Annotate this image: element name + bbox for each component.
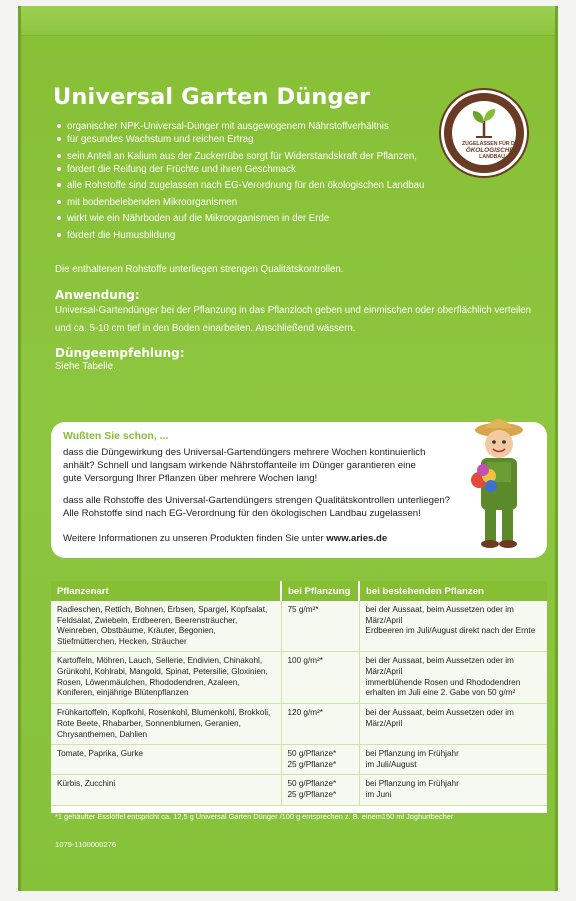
feature-item: alle Rohstoffe sind zugelassen nach EG-Verordnung für den ökologischen Landbau (57, 179, 437, 192)
planting-cell (281, 601, 359, 652)
feature-item-continued: fördert die Reifung der Früchte und ihren Geschmack (57, 163, 437, 176)
website-link[interactable]: www.aries.de (326, 533, 388, 544)
organic-seal (441, 90, 527, 176)
existing-text: bei der Aussaat, beim Aussetzen oder im März/April (365, 708, 514, 728)
planting-cell (281, 652, 359, 704)
plant-cell: Kartoffeln, Möhren, Lauch, Sellerie, Endivien, Chinakohl, Grünkohl, Kohlrabi, Mangold, Spinat, Petersilie, Gloxinien, Rosen, Löwenmäulchen, Rhododendren, Azaleen, Koniferen, einjährige Blütenpflanzen (51, 652, 281, 704)
planting-cell (281, 704, 359, 745)
application-heading: Anwendung: (55, 288, 140, 302)
product-title: Universal Garten Dünger (53, 84, 371, 110)
table-row (51, 704, 547, 745)
existing-text: bei Pflanzung im Frühjahr (365, 749, 459, 759)
feature-item-continued: für gesundes Wachstum und reichen Ertrag (57, 133, 437, 146)
column-header-plant: Pflanzenart (51, 581, 281, 601)
plant-cell: Kürbis, Zucchini (51, 775, 281, 805)
feature-item: fördert die Humusbildung (57, 229, 437, 242)
existing-text: bei Pflanzung im Frühjahr (365, 779, 459, 789)
info-text: gute Versorgung Ihrer Pflanzen über mehrere Wochen lang! (63, 473, 318, 484)
application-text-1: Universal-Gartendünger bei der Pflanzung in das Pflanzloch geben und einmischen oder oberflächlich verteilen (55, 305, 532, 316)
quality-note: Die enthaltenen Rohstoffe unterliegen strengen Qualitätskontrollen. (55, 264, 344, 275)
plant-cell: Tomate, Paprika, Gurke (51, 745, 281, 775)
organic-seal-text (452, 141, 532, 161)
table-row (51, 601, 547, 652)
planting-cell (281, 745, 359, 775)
existing-cell (359, 704, 547, 745)
info-text: dass die Düngewirkung des Universal-Gartendüngers mehrere Wochen kontinuierlich (63, 447, 426, 458)
existing-cell (359, 745, 547, 775)
box-top-flap (21, 6, 555, 36)
feature-item: organischer NPK-Universal-Dünger mit ausgewogenem Nährstoffverhältnis (57, 120, 437, 133)
organic-seal-inner (452, 101, 522, 165)
planting-amount: 50 g/Pflanze* (287, 779, 337, 789)
planting-amount-2: 25 g/Pflanze* (287, 789, 337, 799)
did-you-know-box (51, 422, 547, 558)
table-row (51, 652, 547, 704)
recommendation-text: Siehe Tabelle. (55, 361, 116, 372)
existing-text: bei der Aussaat, beim Aussetzen oder im März/April (365, 605, 514, 625)
seal-line-1: ZUGELASSEN FÜR DEN (462, 141, 522, 147)
planting-amount-2: 25 g/Pflanze* (287, 759, 337, 769)
gardener-illustration (459, 410, 539, 550)
feature-list (57, 120, 437, 245)
existing-cell (359, 652, 547, 704)
feature-item: mit bodenbelebenden Mikroorganismen (57, 196, 437, 209)
feature-item: wirkt wie ein Nährboden auf die Mikroorganismen in der Erde (57, 212, 437, 225)
table-row (51, 775, 547, 805)
planting-cell (281, 775, 359, 805)
plant-cell: Frühkartoffeln, Kopfkohl, Rosenkohl, Blumenkohl, Brokkoli, Rote Beete, Rhabarber, Sonnenblumen, Geranien, Chrysanthemen, Dahlien (51, 704, 281, 745)
existing-text-2: im Juli/August (365, 759, 417, 769)
planting-amount: 100 g/m²* (287, 656, 323, 666)
fertilizer-table-wrap (51, 581, 547, 813)
existing-text: bei der Aussaat, beim Aussetzen oder im März/April (365, 656, 514, 676)
product-box-back (18, 6, 558, 891)
planting-amount: 120 g/m²* (287, 708, 323, 718)
column-header-planting: bei Pflanzung (281, 581, 359, 601)
existing-text-2: im Juni (365, 789, 392, 799)
table-header-row (51, 581, 547, 601)
feature-item: sein Anteil an Kalium aus der Zuckerrübe sorgt für Widerstandskraft der Pflanzen, (57, 150, 437, 163)
existing-cell (359, 775, 547, 805)
did-you-know-heading: Wußten Sie schon, ... (63, 430, 169, 442)
existing-cell (359, 601, 547, 652)
seedling-icon (470, 107, 498, 139)
seal-line-3: LANDBAU (479, 154, 505, 161)
more-info-text: Weitere Informationen zu unseren Produkten finden Sie unter (63, 533, 327, 544)
info-text: dass alle Rohstoffe des Universal-Gartendüngers strengen Qualitätskontrollen unterliegen? (63, 495, 450, 506)
table-row (51, 745, 547, 775)
existing-text-2: immerblühende Rosen und Rhododendren erhalten im Juli eine 2. Gabe von 50 g/m² (365, 677, 521, 698)
recommendation-heading: Düngeempfehlung: (55, 346, 185, 360)
existing-text-2: Erdbeeren im Juli/August direkt nach der Ernte (365, 626, 536, 636)
more-info-line (63, 533, 387, 544)
plant-cell: Radieschen, Rettich, Bohnen, Erbsen, Spargel, Kopfsalat, Feldsalat, Zwiebeln, Erdbeeren, Beerensträucher, Weinreben, Obstbäume, Kräuter, Begonien, Stiefmütterchen, Hecken, Sträucher (51, 601, 281, 652)
column-header-existing: bei bestehenden Pflanzen (359, 581, 547, 601)
article-number: 1079-1100000276 (55, 840, 117, 849)
application-text-2: und ca. 5-10 cm tief in den Boden einarbeiten. Anschließend wässern. (55, 323, 356, 334)
seal-line-2: ÖKOLOGISCHEN (465, 146, 519, 154)
fertilizer-table (51, 581, 547, 806)
info-text: Alle Rohstoffe sind nach EG-Verordnung für den ökologischen Landbau zugelassen! (63, 508, 421, 519)
planting-amount: 50 g/Pflanze* (287, 749, 337, 759)
info-text: anhält? Schnell und langsam wirkende Nährstoffanteile im Dünger garantieren eine (63, 460, 416, 471)
footnote: *1 gehäufter Esslöffel entspricht ca. 12,5 g Universal Garten Dünger /100 g entsprechen z. B. einem150 ml Joghurtbecher (55, 812, 454, 821)
planting-amount: 75 g/m²* (287, 605, 319, 614)
